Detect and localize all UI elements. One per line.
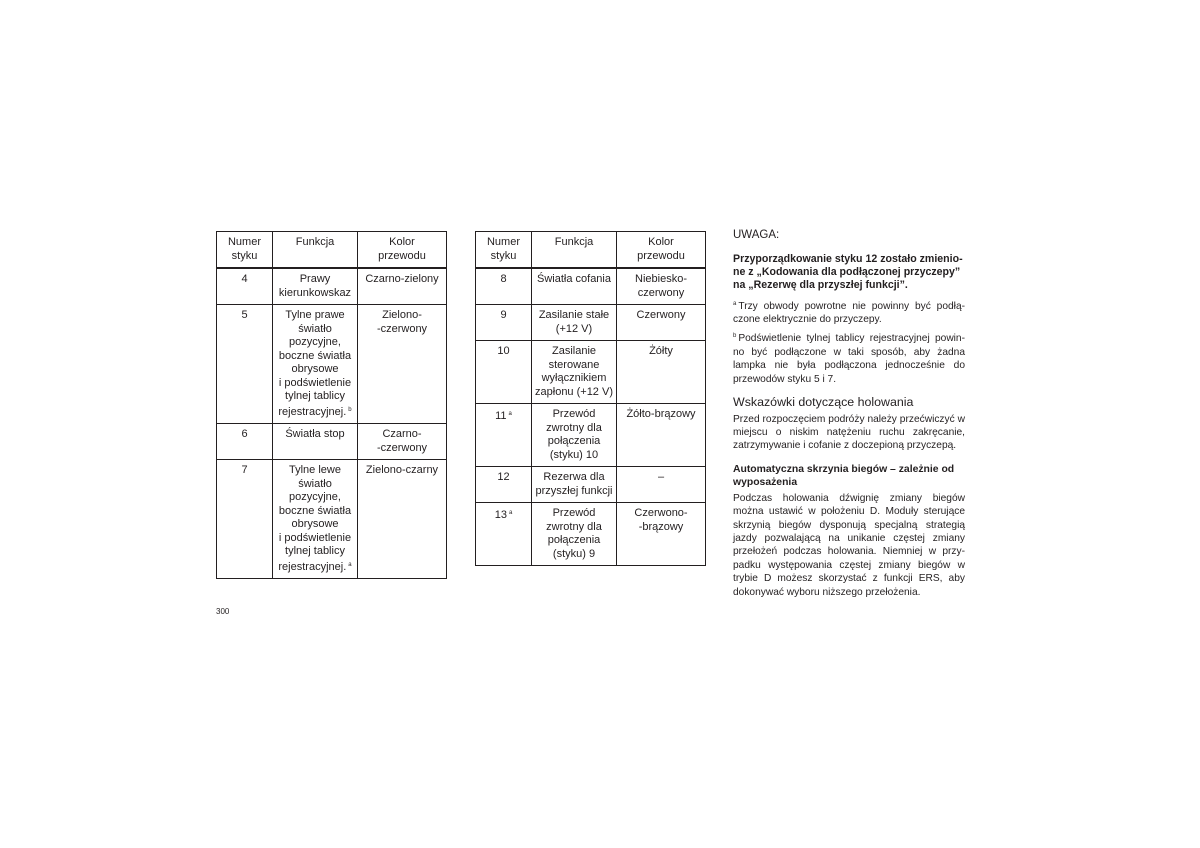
table-header-row [217, 232, 447, 269]
function-text: Światła stop [285, 428, 345, 440]
cell-pin [476, 268, 532, 305]
pin-number: 10 [497, 345, 510, 357]
cell-function [532, 503, 617, 566]
function-text: Tylne prawe światło pozycyjne, boczne światła obrysowe i podświetlenie tylnej tablicy rejestracyjnej. [278, 309, 352, 418]
function-text: Rezerwa dla przyszłej funkcji [535, 471, 613, 497]
cell-wire-color: Czerwony [617, 305, 706, 341]
header-function: Funkcja [273, 232, 358, 269]
cell-pin [476, 404, 532, 467]
footnote-a [733, 298, 965, 327]
pin-number: 11 [495, 410, 507, 422]
cell-wire-color: Żółto-brązowy [617, 404, 706, 467]
notes-column [733, 229, 965, 599]
header-pin: Numer styku [217, 232, 273, 269]
cell-wire-color: Zielono-czarny [358, 460, 447, 579]
cell-pin [476, 503, 532, 566]
pin-number: 12 [497, 471, 510, 483]
table-row [476, 404, 706, 467]
pin-number: 7 [241, 464, 248, 476]
function-text: Światła cofania [537, 273, 611, 285]
table-row [476, 268, 706, 305]
function-text: Prawy kierunkowskaz [278, 273, 352, 299]
table-row [217, 460, 447, 579]
footnote-b [733, 330, 965, 386]
table-row [217, 424, 447, 460]
table-row [476, 503, 706, 566]
cell-wire-color: Niebiesko- czerwony [617, 268, 706, 305]
cell-wire-color: Zielono- -czerwony [358, 305, 447, 424]
table-header-row [476, 232, 706, 269]
subsection-heading: Automatyczna skrzynia biegów – zależnie od wyposażenia [733, 463, 955, 488]
cell-function [273, 460, 358, 579]
cell-function [532, 305, 617, 341]
function-text: Przewód zwrotny dla połączenia (styku) 9 [546, 507, 602, 560]
cell-function [532, 404, 617, 467]
cell-pin [217, 268, 273, 305]
function-text: Tylne lewe światło pozycyjne, boczne światła obrysowe i podświetlenie tylnej tablicy rejestracyjnej. [278, 464, 352, 573]
footnote-b-mark: b [733, 333, 737, 340]
footnote-a-mark: a [733, 300, 737, 307]
function-text: Zasilanie sterowane wyłącznikiem zapłonu (+12 V) [535, 345, 613, 398]
cell-function [532, 467, 617, 503]
cell-wire-color: Żółty [617, 341, 706, 404]
note-text: Przyporządkowanie styku 12 zostało zmienio- ne z „Kodowania dla podłączonej przyczepy” na „Rezerwę dla przyszłej funkcji”. [733, 252, 963, 291]
section-text: Przed rozpoczęciem podróży należy przećwiczyć w miejscu o niskim natężeniu ruchu zakręcanie, zatrzymywanie i cofanie z doczepioną przyczepą. [733, 413, 965, 452]
cell-function [273, 305, 358, 424]
cell-function [532, 341, 617, 404]
footnote-ref: a [508, 411, 512, 417]
table-row [217, 268, 447, 305]
footnote-ref: a [348, 561, 352, 568]
pin-table-2 [475, 231, 706, 566]
pin-table-1 [216, 231, 447, 579]
footnote-a-text: Trzy obwody powrotne nie powinny być podłą-czone elektrycznie do przyczepy. [733, 300, 965, 325]
page-number: 300 [216, 607, 230, 616]
table-row [476, 305, 706, 341]
section-heading: Wskazówki dotyczące holowania [733, 395, 914, 410]
pin-number: 6 [241, 428, 248, 440]
table-row [217, 305, 447, 424]
function-text: Zasilanie stałe (+12 V) [538, 309, 610, 335]
cell-pin [476, 467, 532, 503]
footnote-ref: b [348, 406, 352, 413]
cell-function [273, 424, 358, 460]
table-row [476, 341, 706, 404]
cell-pin [476, 305, 532, 341]
cell-pin [476, 341, 532, 404]
cell-wire-color: Czarno-zielony [358, 268, 447, 305]
pin-number: 9 [500, 309, 507, 321]
table-row [476, 467, 706, 503]
pin-number: 13 [494, 509, 507, 521]
cell-wire-color: Czerwono- -brązowy [617, 503, 706, 566]
pin-number: 4 [241, 273, 248, 285]
cell-wire-color: Czarno- -czerwony [358, 424, 447, 460]
cell-pin [217, 424, 273, 460]
note-label: UWAGA: [733, 229, 780, 241]
header-wire-color: Kolor przewodu [617, 232, 706, 269]
header-function: Funkcja [532, 232, 617, 269]
footnote-b-text: Podświetlenie tylnej tablicy rejestracyjnej powin-no być podłączone w taki sposób, aby żadna lampka nie była podłączona jednocześnie do przewodów styku 5 i 7. [733, 333, 965, 385]
cell-function [273, 268, 358, 305]
pin-number: 5 [241, 309, 248, 321]
function-text: Przewód zwrotny dla połączenia (styku) 10 [546, 408, 602, 461]
cell-function [532, 268, 617, 305]
header-pin: Numer styku [476, 232, 532, 269]
subsection-text: Podczas holowania dźwignię zmiany biegów można ustawić w położeniu D. Moduły sterujące skrzynią biegów dysponują specjalną strategią jazdy pozwalającą na unikanie częstej zmiany przełożeń podczas holowania. Niemniej w przy-padku występowania częstej zmiany biegów w trybie D możesz skorzystać z funkcji ERS, aby dokonywać wyboru niższego przełożenia. [733, 492, 965, 598]
cell-pin [217, 460, 273, 579]
pin-number: 8 [500, 273, 507, 285]
footnote-ref: a [508, 510, 513, 516]
cell-wire-color: – [617, 467, 706, 503]
cell-pin [217, 305, 273, 424]
header-wire-color: Kolor przewodu [358, 232, 447, 269]
